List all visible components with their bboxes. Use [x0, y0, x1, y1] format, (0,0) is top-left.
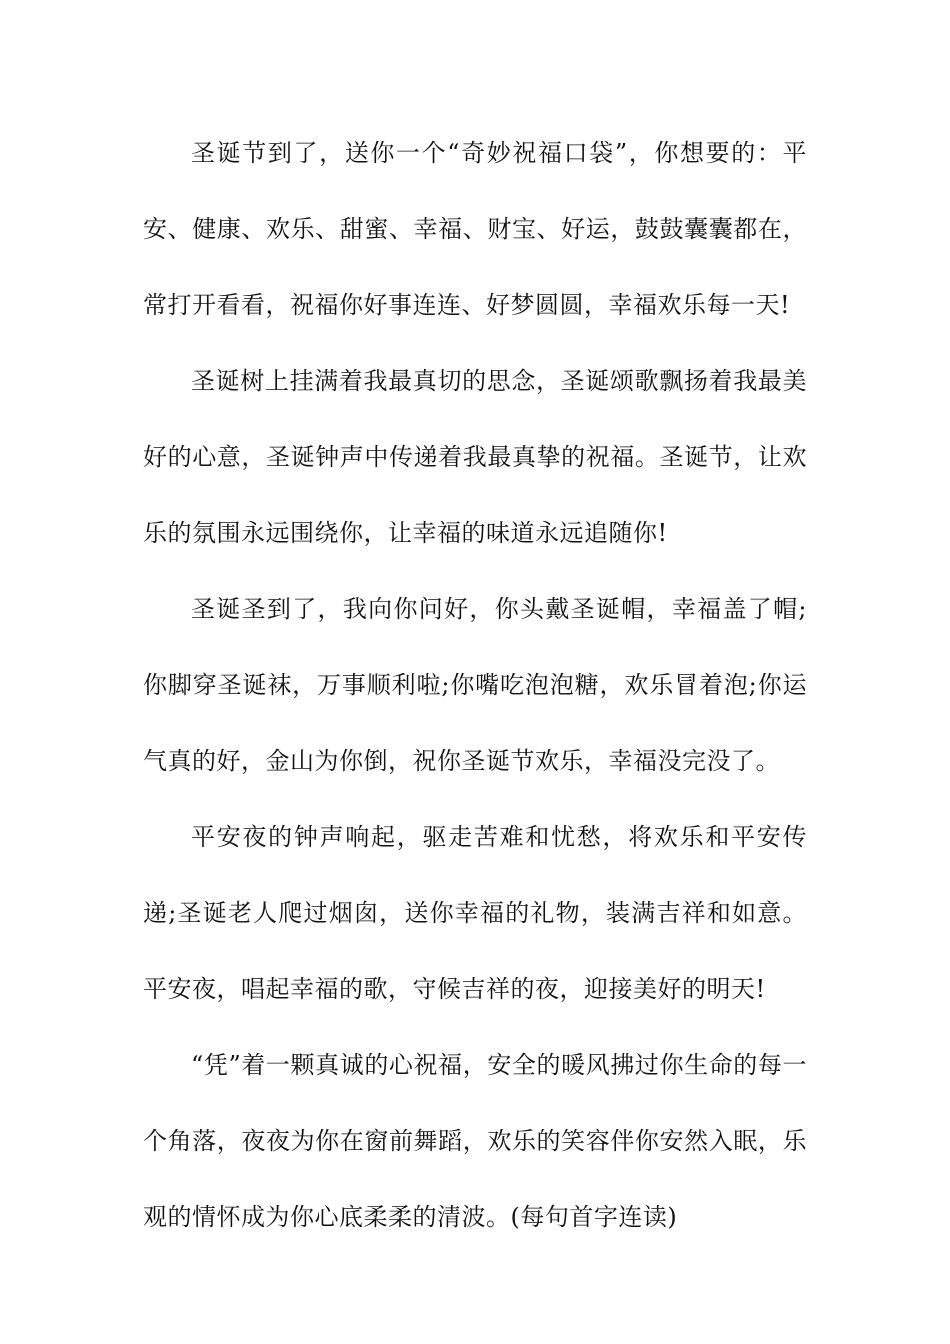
- document-body: [143, 115, 807, 1255]
- paragraph-3: 圣诞圣到了，我向你问好，你头戴圣诞帽，幸福盖了帽;你脚穿圣诞袜，万事顺利啦;你嘴吃泡泡糖，欢乐冒着泡;你运气真的好，金山为你倒，祝你圣诞节欢乐，幸福没完没了。: [143, 595, 807, 775]
- paragraph-1: 圣诞节到了，送你一个“奇妙祝福口袋”，你想要的：平安、健康、欢乐、甜蜜、幸福、财宝、好运，鼓鼓囊囊都在，常打开看看，祝福你好事连连、好梦圆圆，幸福欢乐每一天!: [143, 139, 807, 319]
- paragraph-2: 圣诞树上挂满着我最真切的思念，圣诞颂歌飘扬着我最美好的心意，圣诞钟声中传递着我最真挚的祝福。圣诞节，让欢乐的氛围永远围绕你，让幸福的味道永远追随你!: [143, 367, 807, 547]
- paragraph-4: 平安夜的钟声响起，驱走苦难和忧愁，将欢乐和平安传递;圣诞老人爬过烟囱，送你幸福的礼物，装满吉祥和如意。平安夜，唱起幸福的歌，守候吉祥的夜，迎接美好的明天!: [143, 823, 807, 1003]
- paragraph-5: “凭”着一颗真诚的心祝福，安全的暖风拂过你生命的每一个角落，夜夜为你在窗前舞蹈，欢乐的笑容伴你安然入眠，乐观的情怀成为你心底柔柔的清波。(每句首字连读): [143, 1051, 807, 1231]
